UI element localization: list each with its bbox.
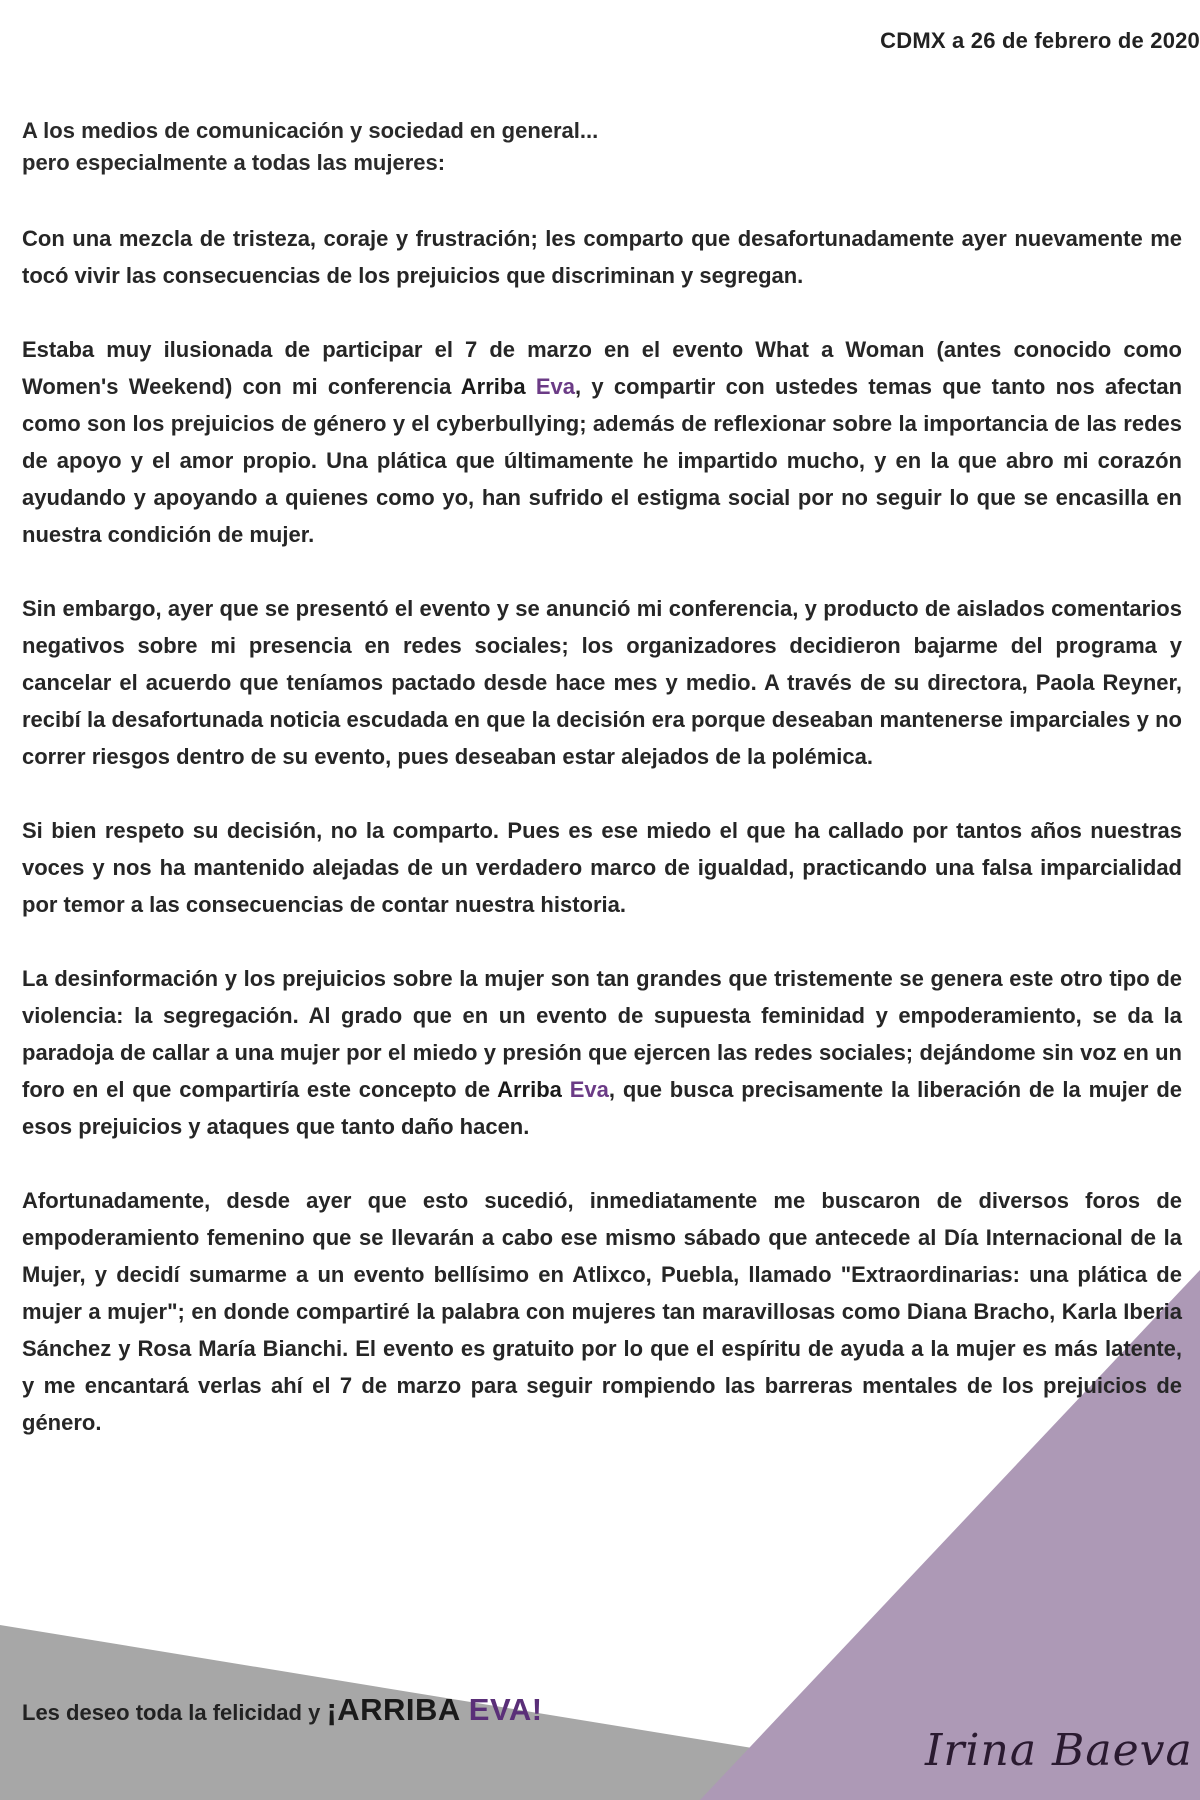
paragraph-6: Afortunadamente, desde ayer que esto sucedió, inmediatamente me buscaron de diversos foros de empoderamiento femenino que se llevarán a cabo ese mismo sábado que antecede al Día Internacional de la Mujer, y decidí sumarme a un evento bellísimo en Atlixco, Puebla, llamado "Extraordinarias: una plática de mujer a mujer"; en donde compartiré la palabra con mujeres tan maravillosas como Diana Bracho, Karla Iberia Sánchez y Rosa María Bianchi. El evento es gratuito por lo que el espíritu de ayuda a la mujer es más latente, y me encantará verlas ahí el 7 de marzo para seguir rompiendo las barreras mentales de los prejuicios de género. xyxy=(22,1188,1182,1435)
brand-arriba: Arriba xyxy=(460,374,526,399)
paragraph-5 xyxy=(22,960,1182,1145)
paragraph-2-after: , y compartir con ustedes temas que tanto nos afectan como son los prejuicios de género y el cyberbullying; además de reflexionar sobre la importancia de las redes de apoyo y el amor propio. Una plática que últimamente he impartido mucho, y en la que abro mi corazón ayudando y apoyando a quienes como yo, han sufrido el estigma social por no seguir lo que se encasilla en nuestra condición de mujer. xyxy=(22,374,1183,547)
brand-eva: Eva xyxy=(569,1077,609,1102)
slogan-arriba: ¡ARRIBA xyxy=(326,1692,460,1727)
paragraph-4: Si bien respeto su decisión, no la comparto. Pues es ese miedo el que ha callado por tantos años nuestras voces y nos ha mantenido alejadas de un verdadero marco de igualdad, practicando una falsa imparcialidad por temor a las consecuencias de contar nuestra historia. xyxy=(22,818,1182,917)
brand-arriba: Arriba xyxy=(497,1077,562,1102)
paragraph-5-after: , que busca precisamente la liberación de la mujer de esos prejuicios y ataques que tanto daño hacen. xyxy=(22,1077,1182,1139)
paragraph-2 xyxy=(22,331,1182,553)
slogan xyxy=(326,1692,542,1727)
closing-text: Les deseo toda la felicidad y xyxy=(22,1700,327,1725)
salutation-line-1: A los medios de comunicación y sociedad en general... xyxy=(22,118,599,143)
paragraph-2-before: Estaba muy ilusionada de participar el 7 de marzo en el evento What a Woman (antes conocido como Women's Weekend) con mi conferencia xyxy=(22,337,1182,399)
paragraph-5-before: La desinformación y los prejuicios sobre la mujer son tan grandes que tristemente se genera este otro tipo de violencia: la segregación. Al grado que en un evento de supuesta feminidad y empoderamiento, se da la paradoja de callar a una mujer por el miedo y presión que ejercen las redes sociales; dejándome sin voz en un foro en el que compartiría este concepto de xyxy=(22,966,1182,1102)
signature: Irina Baeva xyxy=(925,1725,1193,1776)
salutation xyxy=(22,115,598,179)
letter-body xyxy=(22,220,1182,1478)
paragraph-1: Con una mezcla de tristeza, coraje y frustración; les comparto que desafortunadamente ayer nuevamente me tocó vivir las consecuencias de los prejuicios que discriminan y segregan. xyxy=(22,226,1182,288)
closing-line xyxy=(22,1692,543,1728)
slogan-eva: EVA! xyxy=(468,1692,543,1727)
salutation-line-2: pero especialmente a todas las mujeres: xyxy=(22,150,446,175)
brand-eva: Eva xyxy=(535,374,575,399)
paragraph-3: Sin embargo, ayer que se presentó el evento y se anunció mi conferencia, y producto de aislados comentarios negativos sobre mi presencia en redes sociales; los organizadores decidieron bajarme del programa y cancelar el acuerdo que teníamos pactado desde hace mes y medio. A través de su directora, Paola Reyner, recibí la desafortunada noticia escudada en que la decisión era porque deseaban mantenerse imparciales y no correr riesgos dentro de su evento, pues deseaban estar alejados de la polémica. xyxy=(22,596,1182,769)
date-line: CDMX a 26 de febrero de 2020 xyxy=(880,28,1200,53)
